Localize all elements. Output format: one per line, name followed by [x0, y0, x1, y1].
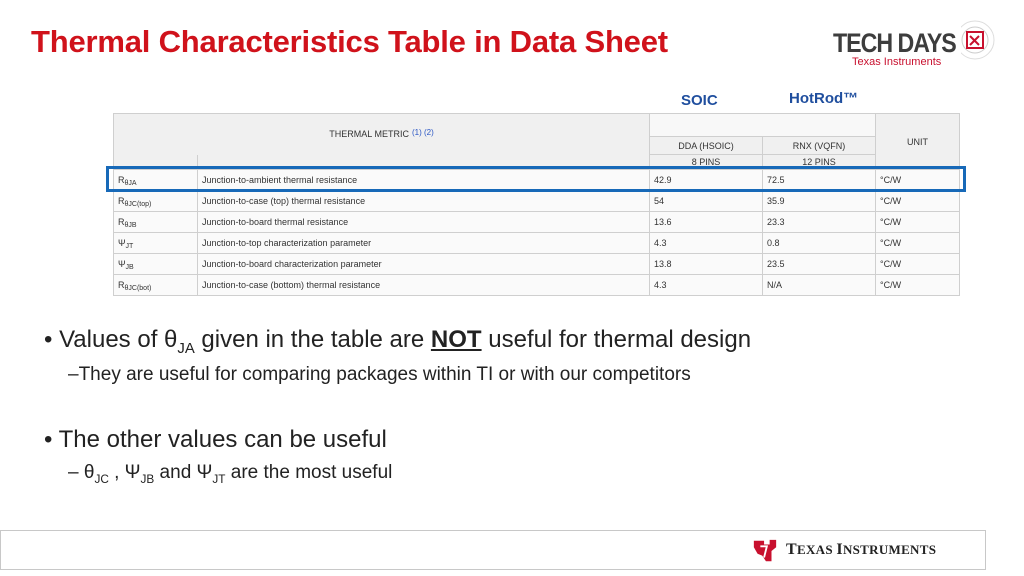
value-unit: °C/W [876, 191, 960, 212]
metric-description: Junction-to-top characterization parameter [198, 233, 650, 254]
value-rnx: 23.5 [763, 254, 876, 275]
value-rnx: N/A [763, 275, 876, 296]
metric-description: Junction-to-ambient thermal resistance [198, 170, 650, 191]
metric-symbol: $R_{\theta JC(bot)}$ [114, 275, 198, 296]
value-rnx: 35.9 [763, 191, 876, 212]
value-rnx: 72.5 [763, 170, 876, 191]
metric-description: Junction-to-case (bottom) thermal resistance [198, 275, 650, 296]
value-unit: °C/W [876, 233, 960, 254]
bullet-other-values: • The other values can be useful [44, 426, 387, 453]
value-unit: °C/W [876, 254, 960, 275]
slide-title: Thermal Characteristics Table in Data Sheet [31, 24, 668, 59]
metric-symbol: $R_{\theta JA}$ [114, 170, 198, 191]
value-rnx: 23.3 [763, 212, 876, 233]
value-unit: °C/W [876, 170, 960, 191]
value-dda: 13.8 [650, 254, 763, 275]
signal-icon [961, 18, 1005, 62]
metric-header: THERMAL METRIC (1) (2) [114, 114, 650, 155]
package-label-soic: SOIC [681, 92, 718, 109]
metric-symbol: $\Psi_{JB}$ [114, 254, 198, 275]
value-dda: 13.6 [650, 212, 763, 233]
logo-main-text: TECH DAYS [833, 28, 956, 58]
header-spacer [650, 114, 876, 137]
table-row [114, 254, 960, 275]
metric-symbol: $R_{\theta JC(top)}$ [114, 191, 198, 212]
sub-bullet-comparison: –They are useful for comparing packages within TI or with our competitors [68, 364, 691, 385]
metric-symbol: $R_{\theta JB}$ [114, 212, 198, 233]
col-header-dda: DDA (HSOIC) [650, 137, 763, 155]
texas-instruments-wordmark: TEXAS INSTRUMENTS [786, 541, 937, 558]
value-unit: °C/W [876, 275, 960, 296]
table-row [114, 275, 960, 296]
metric-description: Junction-to-case (top) thermal resistance [198, 191, 650, 212]
sub-bullet-most-useful: – $\theta_{JC}$ , $\Psi_{JB}$ and $\Psi_{JT}$ are the most useful [68, 462, 393, 486]
value-dda: 54 [650, 191, 763, 212]
ti-logo-icon [750, 538, 780, 564]
metric-description: Junction-to-board characterization parameter [198, 254, 650, 275]
metric-symbol: $\Psi_{JT}$ [114, 233, 198, 254]
value-dda: 4.3 [650, 275, 763, 296]
not-emphasis: NOT [430, 326, 482, 353]
table-row [114, 191, 960, 212]
metric-description: Junction-to-board thermal resistance [198, 212, 650, 233]
package-label-hotrod: HotRod™ [789, 90, 859, 107]
value-dda: 42.9 [650, 170, 763, 191]
tech-days-logo [833, 24, 1001, 72]
logo-sub-text: Texas Instruments [852, 56, 942, 68]
footnote-links[interactable]: (1) (2) [411, 128, 434, 138]
value-unit: °C/W [876, 212, 960, 233]
pins-rnx: 12 PINS [763, 155, 876, 170]
pins-dda: 8 PINS [650, 155, 763, 170]
bullet-theta-ja: • Values of $\theta_{JA}$ given in the table are NOT useful for thermal design [44, 326, 752, 358]
highlight-box-theta-ja [106, 166, 966, 192]
table-header-row [114, 114, 960, 137]
value-rnx: 0.8 [763, 233, 876, 254]
thermal-characteristics-table [113, 113, 960, 296]
value-dda: 4.3 [650, 233, 763, 254]
table-row [114, 233, 960, 254]
unit-header: UNIT [876, 114, 960, 170]
table-row [114, 212, 960, 233]
col-header-rnx: RNX (VQFN) [763, 137, 876, 155]
